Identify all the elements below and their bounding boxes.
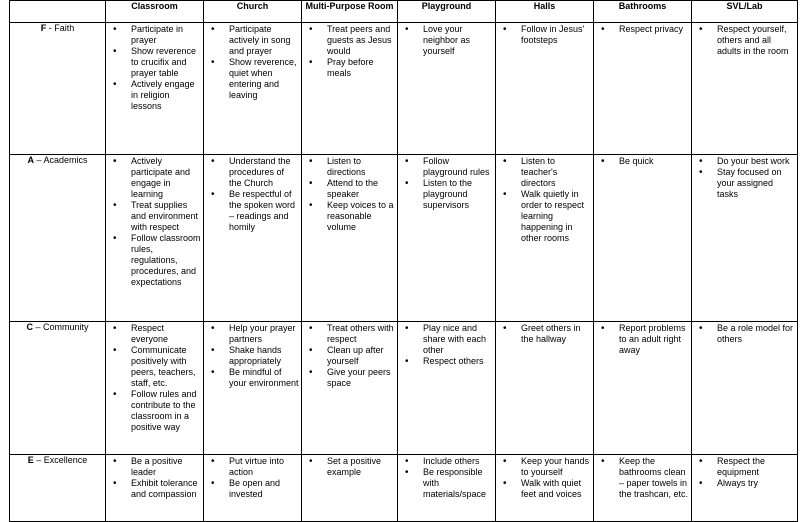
row-header-letter: F: [40, 23, 47, 33]
list-item: • Follow in Jesus' footsteps: [496, 24, 591, 46]
column-header-classroom: Classroom: [106, 1, 204, 23]
list-item: • Listen to directions: [302, 156, 395, 178]
bullet-list: [204, 23, 301, 101]
bullet-list: [106, 322, 203, 433]
row-header-letter: E: [27, 455, 34, 465]
cell-halls: [496, 23, 594, 155]
row-header: [10, 322, 106, 455]
bullet-list: [398, 155, 495, 211]
list-item: • Listen to teacher's directors: [496, 156, 591, 189]
cell-svl-lab: [692, 23, 798, 155]
list-item: • Communicate positively with peers, teachers, staff, etc.: [106, 345, 201, 389]
list-item: • Attend to the speaker: [302, 178, 395, 200]
list-item: • Respect others: [398, 356, 493, 367]
cell-playground: [398, 322, 496, 455]
bullet-list: [398, 455, 495, 500]
bullet-list: [692, 322, 797, 345]
list-item: • Be respectful of the spoken word – readings and homily: [204, 189, 299, 233]
list-item: • Follow classroom rules, regulations, procedures, and expectations: [106, 233, 201, 288]
list-item: • Show reverence, quiet when entering and leaving: [204, 57, 299, 101]
bullet-list: [204, 322, 301, 389]
list-item: • Actively participate and engage in learning: [106, 156, 201, 200]
list-item: • Be quick: [594, 156, 689, 167]
bullet-list: [496, 155, 593, 244]
row-header: [10, 155, 106, 322]
bullet-list: [204, 155, 301, 233]
list-item: • Set a positive example: [302, 456, 395, 478]
cell-multi-purpose-room: [302, 155, 398, 322]
cell-halls: [496, 455, 594, 522]
bullet-list: [398, 322, 495, 367]
cell-svl-lab: [692, 455, 798, 522]
list-item: • Include others: [398, 456, 493, 467]
bullet-list: [302, 322, 397, 389]
cell-church: [204, 322, 302, 455]
list-item: • Put virtue into action: [204, 456, 299, 478]
list-item: • Always try: [692, 478, 795, 489]
cell-church: [204, 155, 302, 322]
cell-bathrooms: [594, 23, 692, 155]
bullet-list: [594, 455, 691, 500]
list-item: • Participate actively in song and prayer: [204, 24, 299, 57]
row-header-letter: A: [27, 155, 34, 165]
row-header-label: – Academics: [33, 155, 88, 165]
list-item: • Help your prayer partners: [204, 323, 299, 345]
list-item: • Stay focused on your assigned tasks: [692, 167, 795, 200]
list-item: • Keep your hands to yourself: [496, 456, 591, 478]
list-item: • Respect yourself, others and all adults in the room: [692, 24, 795, 57]
bullet-list: [106, 455, 203, 500]
list-item: • Greet others in the hallway: [496, 323, 591, 345]
column-header-multi-purpose-room: Multi-Purpose Room: [302, 1, 398, 23]
list-item: • Participate in prayer: [106, 24, 201, 46]
row-header-label: – Community: [32, 322, 89, 332]
column-header-bathrooms: Bathrooms: [594, 1, 692, 23]
cell-playground: [398, 155, 496, 322]
list-item: • Shake hands appropriately: [204, 345, 299, 367]
bullet-list: [106, 155, 203, 288]
cell-classroom: [106, 155, 204, 322]
cell-classroom: [106, 455, 204, 522]
bullet-list: [302, 155, 397, 233]
row-header-label: – Excellence: [33, 455, 88, 465]
cell-svl-lab: [692, 155, 798, 322]
list-item: • Exhibit tolerance and compassion: [106, 478, 201, 500]
list-item: • Keep voices to a reasonable volume: [302, 200, 395, 233]
bullet-list: [594, 23, 691, 35]
list-item: • Treat peers and guests as Jesus would: [302, 24, 395, 57]
cell-playground: [398, 23, 496, 155]
column-header-halls: Halls: [496, 1, 594, 23]
header-row: [10, 1, 798, 23]
bullet-list: [692, 455, 797, 489]
cell-multi-purpose-room: [302, 322, 398, 455]
list-item: • Listen to the playground supervisors: [398, 178, 493, 211]
list-item: • Treat others with respect: [302, 323, 395, 345]
list-item: • Be open and invested: [204, 478, 299, 500]
cell-church: [204, 23, 302, 155]
table-row: [10, 455, 798, 522]
bullet-list: [302, 455, 397, 478]
behavior-matrix-table: [9, 0, 798, 522]
column-header-svl-lab: SVL/Lab: [692, 1, 798, 23]
bullet-list: [302, 23, 397, 79]
column-header-church: Church: [204, 1, 302, 23]
list-item: • Give your peers space: [302, 367, 395, 389]
bullet-list: [594, 155, 691, 167]
list-item: • Actively engage in religion lessons: [106, 79, 201, 112]
list-item: • Be responsible with materials/space: [398, 467, 493, 500]
list-item: • Follow rules and contribute to the classroom in a positive way: [106, 389, 201, 433]
cell-halls: [496, 322, 594, 455]
corner-cell: [10, 1, 106, 23]
list-item: • Treat supplies and environment with respect: [106, 200, 201, 233]
list-item: • Clean up after yourself: [302, 345, 395, 367]
column-header-playground: Playground: [398, 1, 496, 23]
cell-playground: [398, 455, 496, 522]
list-item: • Play nice and share with each other: [398, 323, 493, 356]
cell-bathrooms: [594, 455, 692, 522]
table-row: [10, 155, 798, 322]
list-item: • Walk quietly in order to respect learning happening in other rooms: [496, 189, 591, 244]
row-header-letter: C: [26, 322, 33, 332]
cell-church: [204, 455, 302, 522]
bullet-list: [692, 23, 797, 57]
cell-multi-purpose-room: [302, 455, 398, 522]
list-item: • Be a role model for others: [692, 323, 795, 345]
cell-halls: [496, 155, 594, 322]
list-item: • Respect privacy: [594, 24, 689, 35]
list-item: • Keep the bathrooms clean – paper towels in the trashcan, etc.: [594, 456, 689, 500]
list-item: • Pray before meals: [302, 57, 395, 79]
table-row: [10, 23, 798, 155]
list-item: • Do your best work: [692, 156, 795, 167]
bullet-list: [398, 23, 495, 57]
list-item: • Show reverence to crucifix and prayer table: [106, 46, 201, 79]
list-item: • Report problems to an adult right away: [594, 323, 689, 356]
list-item: • Follow playground rules: [398, 156, 493, 178]
list-item: • Understand the procedures of the Church: [204, 156, 299, 189]
bullet-list: [496, 23, 593, 46]
bullet-list: [594, 322, 691, 356]
row-header-label: - Faith: [46, 23, 75, 33]
bullet-list: [204, 455, 301, 500]
cell-classroom: [106, 322, 204, 455]
row-header: [10, 455, 106, 522]
bullet-list: [106, 23, 203, 112]
list-item: • Love your neighbor as yourself: [398, 24, 493, 57]
cell-bathrooms: [594, 155, 692, 322]
cell-bathrooms: [594, 322, 692, 455]
list-item: • Respect the equipment: [692, 456, 795, 478]
bullet-list: [496, 455, 593, 500]
cell-multi-purpose-room: [302, 23, 398, 155]
bullet-list: [692, 155, 797, 200]
list-item: • Respect everyone: [106, 323, 201, 345]
list-item: • Walk with quiet feet and voices: [496, 478, 591, 500]
cell-classroom: [106, 23, 204, 155]
bullet-list: [496, 322, 593, 345]
table-row: [10, 322, 798, 455]
list-item: • Be a positive leader: [106, 456, 201, 478]
list-item: • Be mindful of your environment: [204, 367, 299, 389]
row-header: [10, 23, 106, 155]
cell-svl-lab: [692, 322, 798, 455]
